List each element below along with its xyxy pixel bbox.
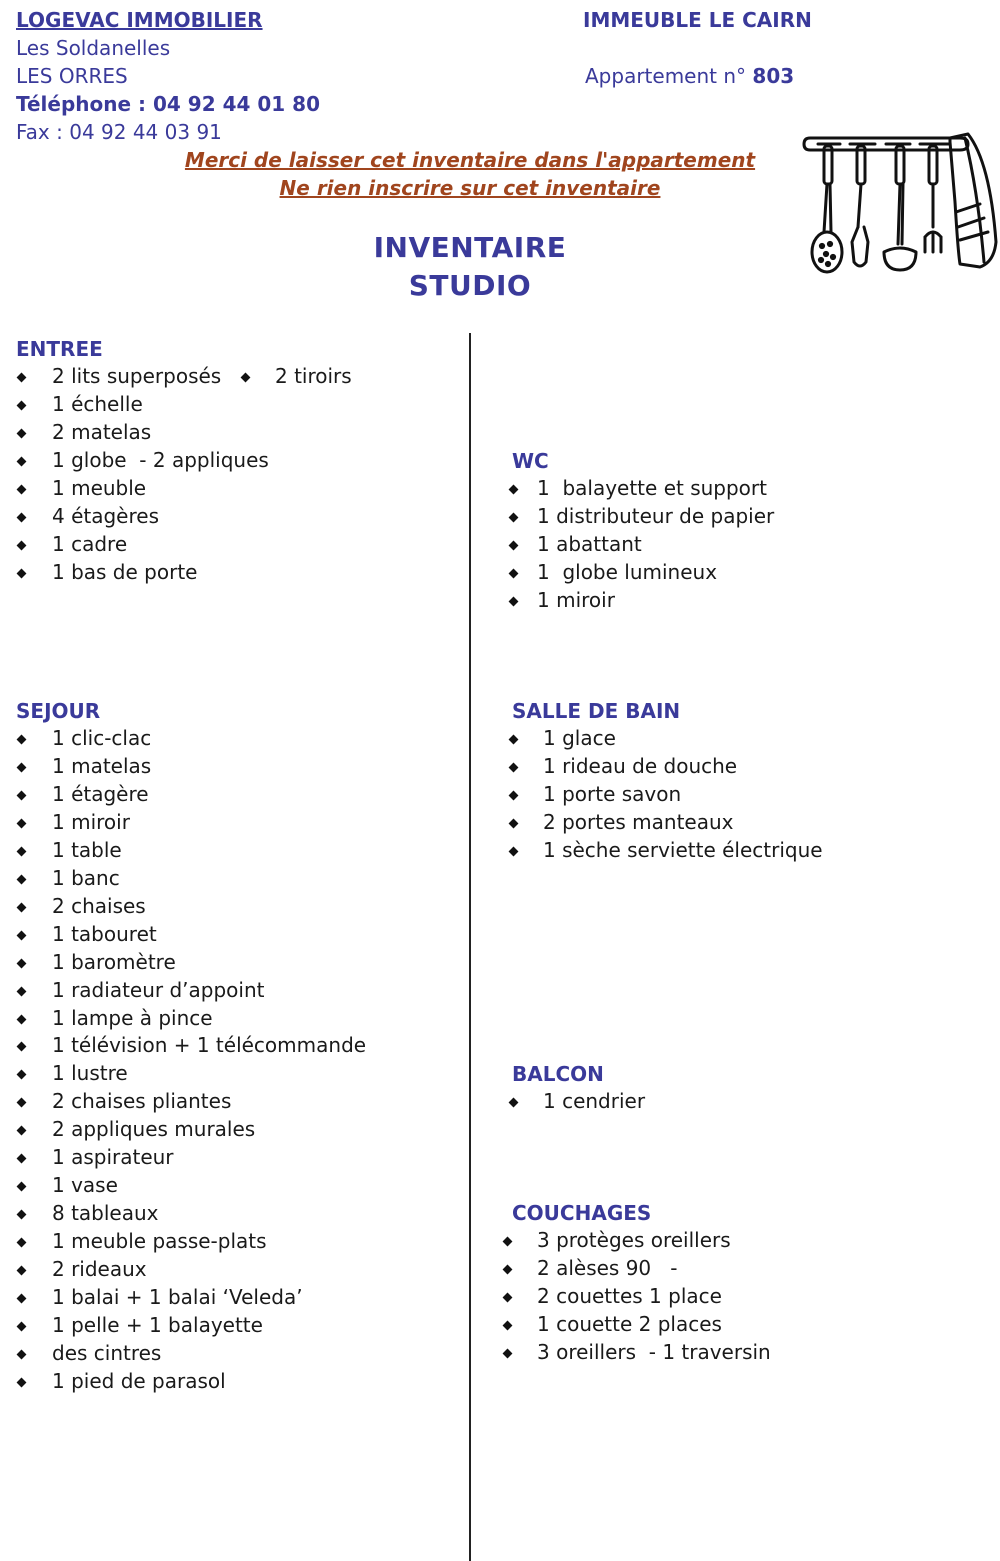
- list-item: 8 tableaux: [18, 1200, 366, 1228]
- list-item: 1 clic-clac: [18, 725, 366, 753]
- diamond-bullet-icon: [509, 513, 519, 523]
- apartment-label: Appartement n°: [585, 64, 747, 88]
- diamond-bullet-icon: [17, 1377, 27, 1387]
- list-item: 2 tiroirs: [242, 363, 352, 391]
- diamond-bullet-icon: [509, 818, 519, 828]
- list-item: 1 abattant: [510, 531, 774, 559]
- diamond-bullet-icon: [17, 568, 27, 578]
- diamond-bullet-icon: [17, 512, 27, 522]
- list-item: 1 lustre: [18, 1060, 366, 1088]
- diamond-bullet-icon: [503, 1320, 513, 1330]
- diamond-bullet-icon: [17, 986, 27, 996]
- page-subtitle: STUDIO: [408, 269, 532, 302]
- diamond-bullet-icon: [17, 958, 27, 968]
- diamond-bullet-icon: [509, 763, 519, 773]
- diamond-bullet-icon: [509, 735, 519, 745]
- list-item: 3 protèges oreillers: [504, 1227, 771, 1255]
- diamond-bullet-icon: [17, 763, 27, 773]
- diamond-bullet-icon: [503, 1292, 513, 1302]
- section-heading-balcon: BALCON: [512, 1062, 604, 1086]
- kitchen-utensils-icon: [800, 132, 1000, 277]
- diamond-bullet-icon: [17, 1070, 27, 1080]
- diamond-bullet-icon: [17, 1322, 27, 1332]
- list-item: 1 miroir: [510, 587, 774, 615]
- diamond-bullet-icon: [17, 790, 27, 800]
- notice-line-2: Ne rien inscrire sur cet inventaire: [279, 176, 661, 200]
- apartment-line: [585, 62, 794, 90]
- salle-de-bain-item-list: [510, 725, 823, 865]
- address-line-1: Les Soldanelles: [16, 36, 171, 60]
- diamond-bullet-icon: [17, 1014, 27, 1024]
- list-item: 3 oreillers - 1 traversin: [504, 1339, 771, 1367]
- list-item: 2 alèses 90 -: [504, 1255, 771, 1283]
- diamond-bullet-icon: [17, 1154, 27, 1164]
- diamond-bullet-icon: [17, 540, 27, 550]
- company-name: LOGEVAC IMMOBILIER: [16, 8, 263, 32]
- diamond-bullet-icon: [17, 456, 27, 466]
- list-item: 2 matelas: [18, 419, 269, 447]
- diamond-bullet-icon: [503, 1348, 513, 1358]
- phone-number: Téléphone : 04 92 44 01 80: [16, 92, 321, 116]
- balcon-item-list: [510, 1088, 645, 1116]
- diamond-bullet-icon: [17, 484, 27, 494]
- sejour-item-list: [18, 725, 366, 1396]
- apartment-number: 803: [752, 64, 795, 88]
- list-item: 1 lampe à pince: [18, 1005, 366, 1033]
- fax-number: Fax : 04 92 44 03 91: [16, 120, 222, 144]
- entree-extra-list: [242, 363, 352, 391]
- wc-item-list: [510, 475, 774, 615]
- list-item: 1 échelle: [18, 391, 269, 419]
- list-item: 2 chaises pliantes: [18, 1088, 366, 1116]
- diamond-bullet-icon: [17, 930, 27, 940]
- list-item: 1 porte savon: [510, 781, 823, 809]
- notice-line-1: Merci de laisser cet inventaire dans l'appartement: [184, 148, 756, 172]
- page-title: INVENTAIRE: [373, 231, 567, 264]
- diamond-bullet-icon: [17, 401, 27, 411]
- list-item: 1 télévision + 1 télécommande: [18, 1032, 366, 1060]
- list-item: 1 baromètre: [18, 949, 366, 977]
- diamond-bullet-icon: [509, 568, 519, 578]
- diamond-bullet-icon: [17, 1210, 27, 1220]
- list-item: 1 miroir: [18, 809, 366, 837]
- diamond-bullet-icon: [17, 902, 27, 912]
- list-item: 1 meuble: [18, 475, 269, 503]
- list-item: 1 tabouret: [18, 921, 366, 949]
- list-item: 1 distributeur de papier: [510, 503, 774, 531]
- list-item: 2 chaises: [18, 893, 366, 921]
- diamond-bullet-icon: [17, 1294, 27, 1304]
- list-item: 1 sèche serviette électrique: [510, 837, 823, 865]
- list-item: 4 étagères: [18, 503, 269, 531]
- couchages-item-list: [504, 1227, 771, 1367]
- diamond-bullet-icon: [17, 428, 27, 438]
- section-heading-couchages: COUCHAGES: [512, 1201, 652, 1225]
- list-item: 1 couette 2 places: [504, 1311, 771, 1339]
- list-item: des cintres: [18, 1340, 366, 1368]
- list-item: 2 lits superposés: [18, 363, 269, 391]
- list-item: 1 pelle + 1 balayette: [18, 1312, 366, 1340]
- list-item: 1 meuble passe-plats: [18, 1228, 366, 1256]
- list-item: 1 table: [18, 837, 366, 865]
- address-line-2: LES ORRES: [16, 64, 128, 88]
- list-item: 1 vase: [18, 1172, 366, 1200]
- list-item: 1 radiateur d’appoint: [18, 977, 366, 1005]
- list-item: 1 globe lumineux: [510, 559, 774, 587]
- diamond-bullet-icon: [509, 596, 519, 606]
- list-item: 2 portes manteaux: [510, 809, 823, 837]
- diamond-bullet-icon: [17, 373, 27, 383]
- diamond-bullet-icon: [17, 1126, 27, 1136]
- list-item: 1 balai + 1 balai ‘Veleda’: [18, 1284, 366, 1312]
- list-item: 2 appliques murales: [18, 1116, 366, 1144]
- diamond-bullet-icon: [509, 540, 519, 550]
- list-item: 2 couettes 1 place: [504, 1283, 771, 1311]
- diamond-bullet-icon: [509, 1098, 519, 1108]
- section-heading-entree: ENTREE: [16, 337, 103, 361]
- list-item: 1 matelas: [18, 753, 366, 781]
- diamond-bullet-icon: [17, 818, 27, 828]
- list-item: 2 rideaux: [18, 1256, 366, 1284]
- entree-item-list: [18, 363, 269, 587]
- diamond-bullet-icon: [17, 1042, 27, 1052]
- list-item: 1 globe - 2 appliques: [18, 447, 269, 475]
- section-heading-wc: WC: [512, 449, 549, 473]
- diamond-bullet-icon: [17, 735, 27, 745]
- diamond-bullet-icon: [17, 1238, 27, 1248]
- diamond-bullet-icon: [17, 1182, 27, 1192]
- diamond-bullet-icon: [17, 846, 27, 856]
- diamond-bullet-icon: [17, 1098, 27, 1108]
- list-item: 1 cadre: [18, 531, 269, 559]
- list-item: 1 banc: [18, 865, 366, 893]
- diamond-bullet-icon: [17, 874, 27, 884]
- diamond-bullet-icon: [509, 790, 519, 800]
- list-item: 1 pied de parasol: [18, 1368, 366, 1396]
- diamond-bullet-icon: [509, 485, 519, 495]
- section-heading-sejour: SEJOUR: [16, 699, 101, 723]
- list-item: 1 cendrier: [510, 1088, 645, 1116]
- list-item: 1 rideau de douche: [510, 753, 823, 781]
- diamond-bullet-icon: [509, 846, 519, 856]
- diamond-bullet-icon: [17, 1350, 27, 1360]
- building-name: IMMEUBLE LE CAIRN: [583, 8, 812, 32]
- column-divider: [469, 333, 471, 1561]
- list-item: 1 balayette et support: [510, 475, 774, 503]
- section-heading-salle-de-bain: SALLE DE BAIN: [512, 699, 681, 723]
- diamond-bullet-icon: [503, 1237, 513, 1247]
- diamond-bullet-icon: [17, 1266, 27, 1276]
- diamond-bullet-icon: [503, 1265, 513, 1275]
- list-item: 1 aspirateur: [18, 1144, 366, 1172]
- list-item: 1 étagère: [18, 781, 366, 809]
- diamond-bullet-icon: [241, 373, 251, 383]
- list-item: 1 bas de porte: [18, 559, 269, 587]
- list-item: 1 glace: [510, 725, 823, 753]
